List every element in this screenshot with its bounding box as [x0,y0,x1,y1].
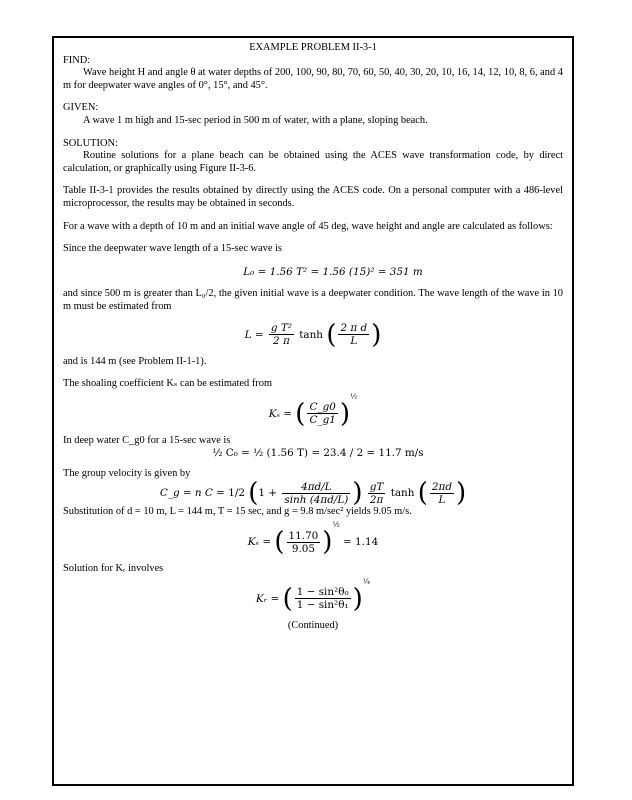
find-heading: FIND: [63,54,91,66]
given-text: A wave 1 m high and 15-sec period in 500 m of water, with a plane, sloping beach. [83,114,428,126]
continued-label: (Continued) [287,619,339,631]
eq6-lhs: Kₛ = [247,536,272,549]
eq5-tanh: tanh [390,487,415,500]
eq7-lhs: Kᵣ = [255,592,280,605]
eq5-one: 1 + [258,487,278,500]
eq7-fraction: $\frac{\text{1 − sin²θ₀}}{\text{1 − sin²θ₁}}$ [296,586,349,612]
eq5-last-fraction: $\frac{2\pi d}{L}$ [431,480,453,506]
equation-wave-length: L = $\frac{\text{g T²}}{2 \pi}$ tanh ( $\frac{\text{2 π d}}{L}$ ) [244,319,382,350]
eq5-half: 1/2 [228,487,245,500]
eq3-lhs: Kₛ = [268,407,292,420]
eq2-tanh: tanh [299,328,324,341]
solution-heading: SOLUTION: [63,137,118,149]
eq3-fraction: $\frac{C\_g0}{C\_g1}$ [309,401,336,427]
solution-p3: For a wave with a depth of 10 m and an initial wave angle of 45 deg, wave height and angle are calculated as follows: [63,220,553,232]
solution-p8: In deep water C_g0 for a 15-sec wave is [63,434,231,446]
solution-p10: Substitution of d = 10 m, L = 144 m, T = 15 sec, and g = 9.8 m/sec² yields 9.05 m/s. [63,506,412,518]
find-text: Wave height H and angle θ at water depths of 200, 100, 90, 80, 70, 60, 50, 40, 30, 20, 10, 16, 14, 12, 10, 8, 6, and 4 m for deepwater wave angles of 0°, 15°, and 45°. [63,67,563,91]
solution-p6: and is 144 m (see Problem II-1-1). [63,355,207,367]
eq5-gt-fraction: $\frac{gT}{2\pi}$ [369,480,384,506]
equation-shoaling: Kₛ = ( $\frac{C\_g0}{C\_g1}$ )$^{\frac{1}{2}}$ [268,391,358,429]
given-heading: GIVEN: [63,102,99,114]
eq6-exponent: ½ [332,520,340,530]
equation-refraction: Kᵣ = ( $\frac{\text{1 − sin²θ₀}}{\text{1 − sin²θ₁}}$ )$^{\frac{1}{4}}$ [255,576,371,614]
eq5-lhs: C_g = n C = [159,487,225,500]
eq2-inner-fraction: $\frac{\text{2 π d}}{L}$ [340,322,368,347]
solution-p4: Since the deepwater wave length of a 15-sec wave is [63,243,282,255]
solution-p2: Table II-3-1 provides the results obtained by directly using the ACES code. On a personal computer with a 486-level microprocessor, the results may be obtained in seconds. [63,185,563,209]
eq6-fraction: $\frac{11.70}{9.05}$ [288,529,319,555]
eq2-fraction: $\frac{\text{g T²}}{2 \pi}$ [270,322,292,347]
problem-title: EXAMPLE PROBLEM II-3-1 [249,42,377,53]
eq7-exponent: ¼ [362,576,371,586]
equation-group-velocity: C_g = n C = 1/2 (1 + $\frac{4\pi d/L}{\sinh (4\pi d/L)}$ ) $\frac{gT}{2\pi}$ tanh ( $\frac{2\pi d}{L}$ ) [159,478,467,509]
solution-p5: and since 500 m is greater than L₀/2, the given initial wave is a deepwater condition. The wave length of the wave in 10 m must be estimated from [63,288,563,312]
equation-deepwater-group-velocity: ½ C₀ = ½ (1.56 T) = 23.4 / 2 = 11.7 m/s [212,447,424,460]
solution-p11: Solution for Kᵣ involves [63,563,164,575]
example-problem-frame [52,36,574,786]
eq3-exponent: ½ [350,391,358,401]
eq6-rhs: = 1.14 [343,536,379,549]
eq5-inner-fraction: $\frac{4\pi d/L}{\sinh (4\pi d/L)}$ [284,480,349,506]
solution-p7: The shoaling coefficient Kₛ can be estimated from [63,378,273,390]
solution-p1: Routine solutions for a plane beach can be obtained using the ACES wave transformation code, by direct calculation, or graphically using Figure II-3-6. [63,150,563,174]
equation-shoaling-result: Kₛ = ( $\frac{11.70}{9.05}$ )$^{\frac{1}{2}}$ = 1.14 [247,520,379,558]
solution-p9: The group velocity is given by [63,467,191,479]
eq2-lhs: L = [244,328,264,341]
equation-deepwater-length: L₀ = 1.56 T² = 1.56 (15)² = 351 m [243,265,423,278]
